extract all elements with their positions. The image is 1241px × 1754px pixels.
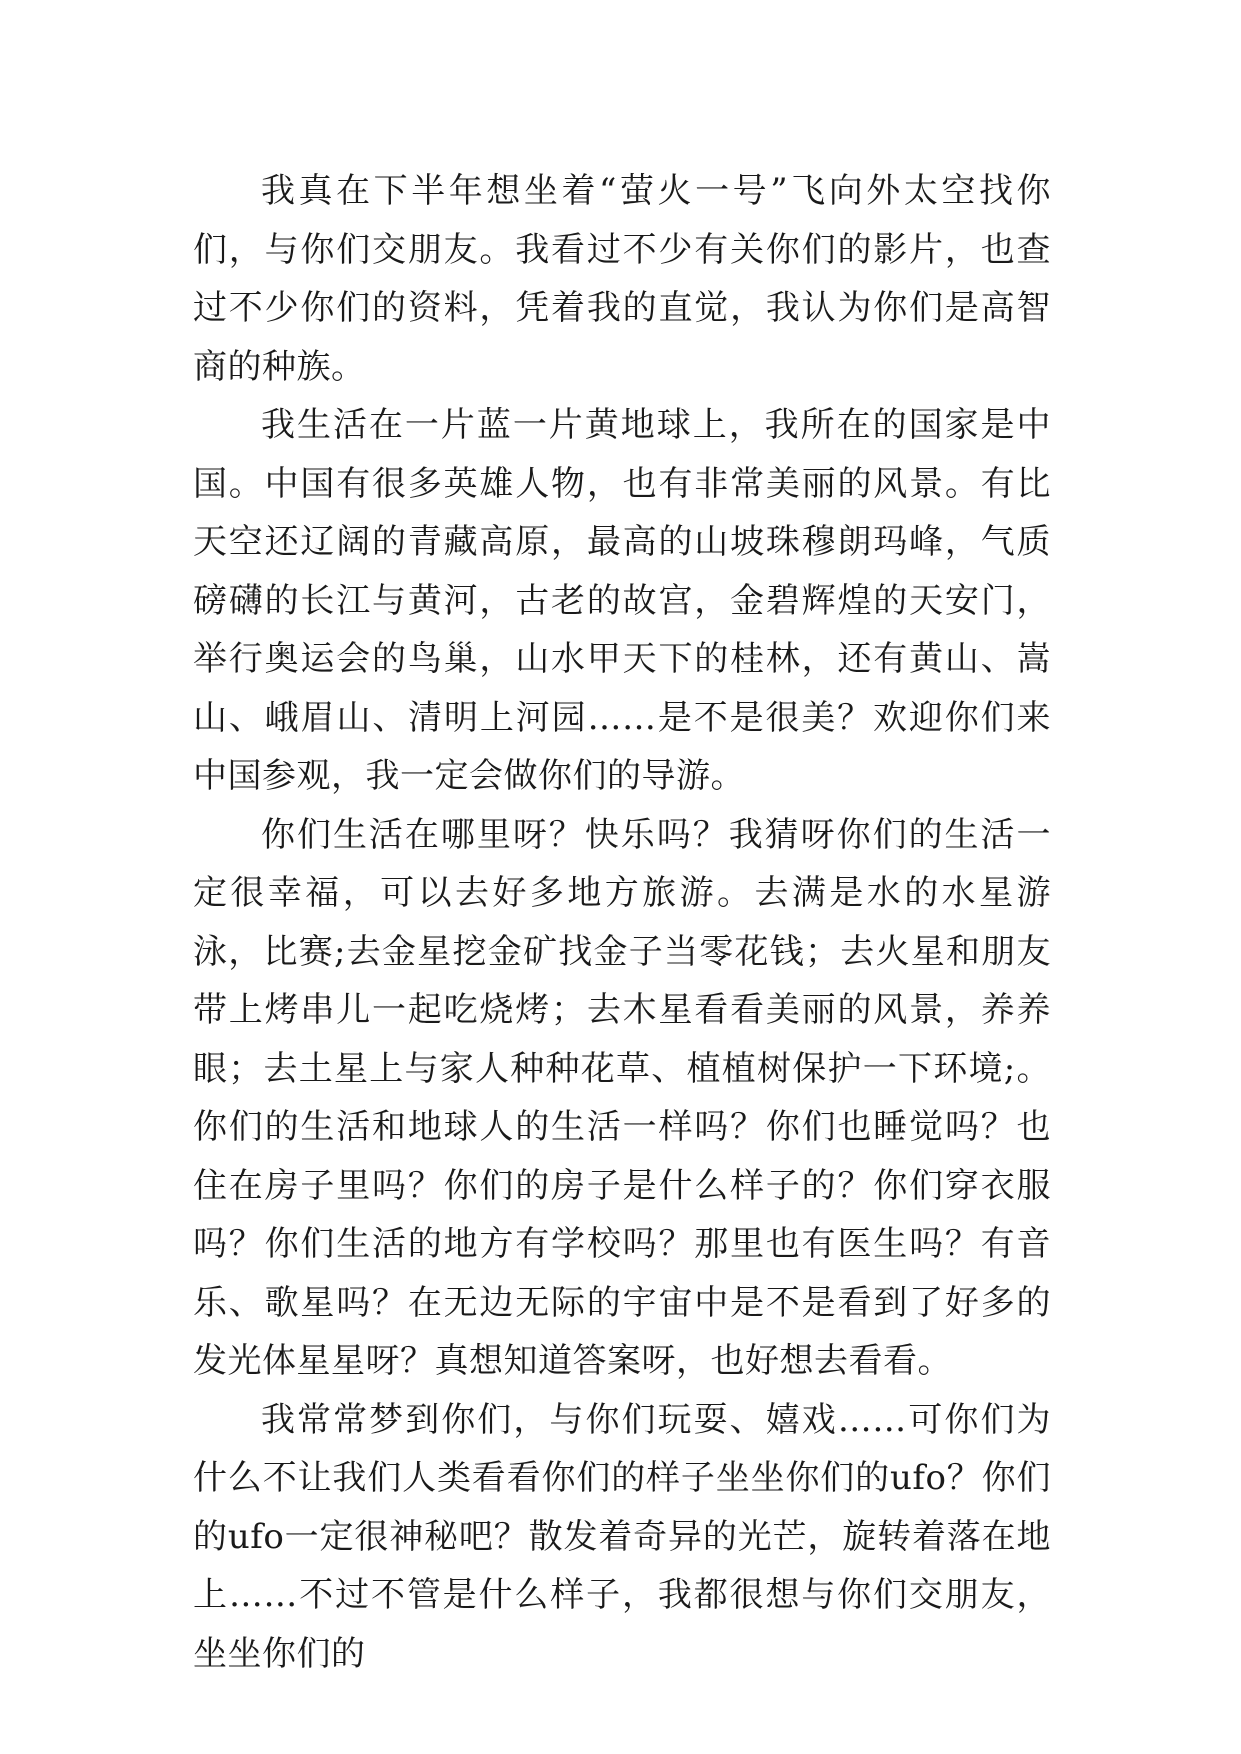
paragraph-china-scenery: 我生活在一片蓝一片黄地球上，我所在的国家是中国。中国有很多英雄人物，也有非常美丽的风景。有比天空还辽阔的青藏高原，最高的山坡珠穆朗玛峰，气质磅礴的长江与黄河，古老的故宫，金碧辉煌的天安门，举行奥运会的鸟巢，山水甲天下的桂林，还有黄山、嵩山、峨眉山、清明上河园……是不是很美？欢迎你们来中国参观，我一定会做你们的导游。 <box>193 405 1051 796</box>
paragraph-spaceship-intro: 我真在下半年想坐着“萤火一号”飞向外太空找你们，与你们交朋友。我看过不少有关你们的影片，也查过不少你们的资料，凭着我的直觉，我认为你们是高智商的种族。 <box>193 171 1051 387</box>
paragraph-ufo-dream: 我常常梦到你们，与你们玩耍、嬉戏……可你们为什么不让我们人类看看你们的样子坐坐你们的ufo？你们的ufo一定很神秘吧？散发着奇异的光芒，旋转着落在地上……不过不管是什么样子，我都很想与你们交朋友，坐坐你们的 <box>193 1399 1051 1674</box>
paragraph-alien-life-questions: 你们生活在哪里呀？快乐吗？我猜呀你们的生活一定很幸福，可以去好多地方旅游。去满是水的水星游泳，比赛;去金星挖金矿找金子当零花钱；去火星和朋友带上烤串儿一起吃烧烤；去木星看看美丽的风景，养养眼；去土星上与家人种种花草、植植树保护一下环境;。你们的生活和地球人的生活一样吗？你们也睡觉吗？也住在房子里吗？你们的房子是什么样子的？你们穿衣服吗？你们生活的地方有学校吗？那里也有医生吗？有音乐、歌星吗？在无边无际的宇宙中是不是看到了好多的发光体星星呀？真想知道答案呀，也好想去看看。 <box>193 814 1051 1381</box>
document-body <box>193 162 1051 1683</box>
